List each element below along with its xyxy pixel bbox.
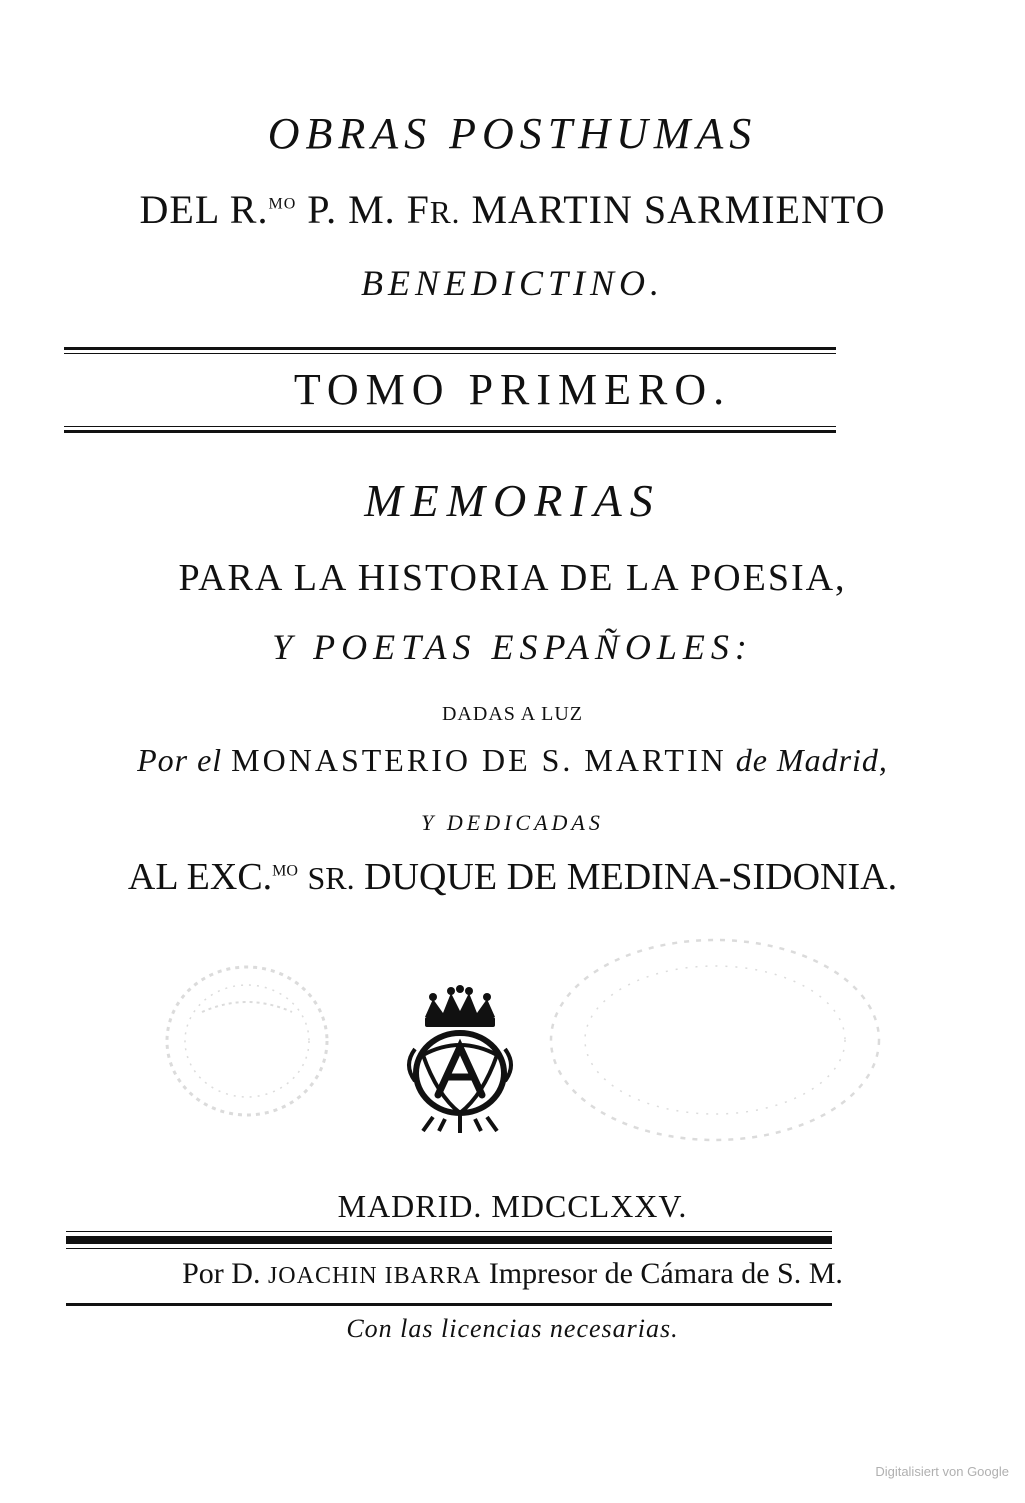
rule-bottom-tomo-thick <box>64 430 836 433</box>
crowned-monogram-icon <box>393 985 527 1135</box>
monasterio-madrid: de Madrid, <box>735 742 888 778</box>
author-line <box>0 186 1025 233</box>
duque-exc-sup: MO <box>272 862 298 880</box>
dedicadas-line: Y DEDICADAS <box>421 810 604 835</box>
duque-line <box>0 855 1025 899</box>
rule-bottom-tomo <box>64 426 836 427</box>
printer-name: JOACHIN IBARRA <box>267 1263 482 1289</box>
rule-imprint-top-thin <box>66 1231 832 1232</box>
rule-imprint-top-thick <box>66 1236 832 1244</box>
memorias-line: MEMORIAS <box>364 475 661 526</box>
printer-line <box>0 1257 1025 1291</box>
library-stamp-icon <box>162 962 332 1120</box>
monasterio-line <box>0 742 1025 779</box>
imprint-place-date: MADRID. MDCCLXXV. <box>337 1188 688 1224</box>
dadas-line: DADAS A LUZ <box>441 703 583 725</box>
poetas-line: Y POETAS ESPAÑOLES: <box>272 627 753 667</box>
author-name: MARTIN SARMIENTO <box>471 187 886 232</box>
title-line-1: OBRAS POSTHUMAS <box>267 109 758 158</box>
digitization-watermark: Digitalisiert von Google <box>875 1464 1009 1479</box>
duque-sr: SR. <box>307 860 355 896</box>
duque-name: DUQUE DE MEDINA-SIDONIA. <box>364 856 898 898</box>
rule-top-tomo <box>64 347 836 350</box>
author-rmo-sup: MO <box>268 195 297 213</box>
licencias-line: Con las licencias necesarias. <box>346 1314 679 1343</box>
printer-role: Impresor de Cámara de S. M. <box>488 1257 843 1290</box>
library-stamp-icon-right <box>545 930 885 1150</box>
author-pm: P. M. F <box>307 187 430 232</box>
tomo-line: TOMO PRIMERO. <box>293 365 732 414</box>
rule-imprint-bottom <box>66 1303 832 1306</box>
monasterio-name: MONASTERIO DE S. MARTIN <box>231 742 727 778</box>
monasterio-por-el: Por el <box>137 742 223 778</box>
duque-al-exc: AL EXC. <box>127 856 273 898</box>
para-line: PARA LA HISTORIA DE LA POESIA, <box>178 557 847 599</box>
author-del: DEL R. <box>139 187 269 232</box>
rule-top-tomo-thin <box>64 353 836 354</box>
rule-imprint-top-thin2 <box>66 1248 832 1249</box>
author-fr: R. <box>429 195 461 230</box>
printer-por-d: Por D. <box>182 1257 261 1290</box>
order-line: BENEDICTINO. <box>361 263 664 303</box>
